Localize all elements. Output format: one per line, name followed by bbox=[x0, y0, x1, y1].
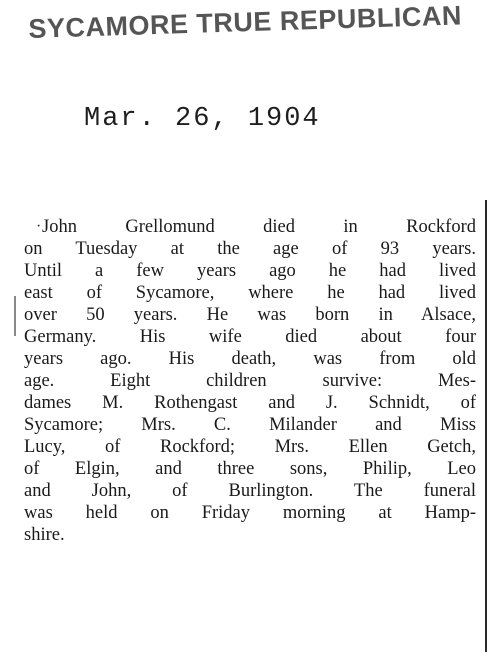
paragraph-mark: · bbox=[36, 218, 42, 235]
article-line: and John, of Burlington. The funeral bbox=[24, 481, 476, 501]
article-line: was held on Friday morning at Hamp- bbox=[24, 503, 476, 523]
article-line: of Elgin, and three sons, Philip, Leo bbox=[24, 459, 476, 479]
article-line: Until a few years ago he had lived bbox=[24, 261, 476, 281]
article-line: east of Sycamore, where he had lived bbox=[24, 283, 476, 303]
article-line: on Tuesday at the age of 93 years. bbox=[24, 239, 476, 259]
article-line: over 50 years. He was born in Alsace, bbox=[24, 305, 476, 325]
article-line: shire. bbox=[24, 525, 65, 545]
clipping-border-right bbox=[485, 200, 487, 652]
article-line: dames M. Rothengast and J. Schnidt, of bbox=[24, 393, 476, 413]
article-line: Sycamore; Mrs. C. Milander and Miss bbox=[24, 415, 476, 435]
publication-date: Mar. 26, 1904 bbox=[84, 104, 321, 134]
article-line: years ago. His death, was from old bbox=[24, 349, 476, 369]
article-line: John Grellomund died in Rockford bbox=[42, 217, 476, 237]
article-line: Lucy, of Rockford; Mrs. Ellen Getch, bbox=[24, 437, 476, 457]
newspaper-masthead: SYCAMORE TRUE REPUBLICAN bbox=[28, 0, 463, 44]
article-line: Germany. His wife died about four bbox=[24, 327, 476, 347]
article-line: age. Eight children survive: Mes- bbox=[24, 371, 476, 391]
clipping-border-left bbox=[14, 296, 16, 336]
obituary-article bbox=[24, 216, 476, 546]
